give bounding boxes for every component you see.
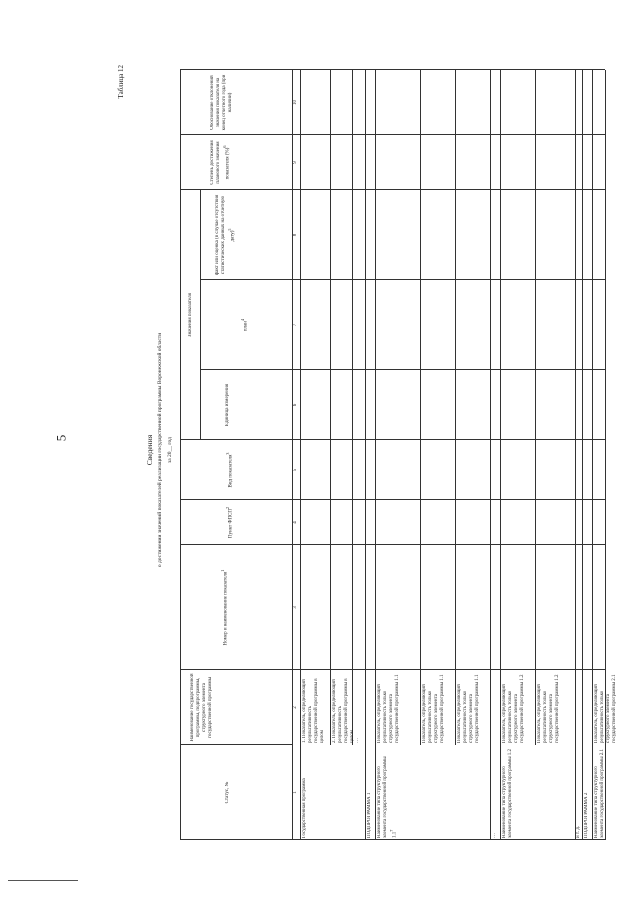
header-pravo: Пункт ФПСП$^2$	[225, 506, 234, 539]
col-sep	[200, 279, 605, 280]
header-unit: Единица измерения	[225, 383, 230, 427]
indicator-text: 1. Показатель, определяющий результативность государственной программы в целом	[302, 678, 325, 743]
col-sep	[180, 544, 605, 545]
row-sep	[352, 70, 353, 745]
table-border-right	[180, 69, 605, 70]
etc-label: и т. д.	[576, 825, 581, 838]
col-sep	[180, 134, 605, 135]
header-degree: Степень достижения планового значения показателя (%)$^6$	[210, 140, 231, 185]
document-title: Сведения	[145, 434, 154, 466]
subprogram-label: ПОДПРОГРАММА 2	[584, 792, 589, 838]
col-sep	[180, 439, 605, 440]
col-number: 4	[293, 521, 298, 524]
col-number: 6	[293, 403, 298, 407]
col-number: 2	[293, 706, 298, 709]
col-sep	[180, 499, 605, 500]
ellipsis: …	[492, 833, 497, 838]
status-gp: Государственная программа	[302, 778, 307, 838]
col-sep	[180, 189, 605, 190]
col-sep	[180, 669, 605, 670]
row-sep	[375, 70, 376, 840]
subprogram-label: ПОДПРОГРАММА 1	[367, 792, 372, 838]
row-sep	[490, 70, 491, 840]
indicator-text: Показатель, определяющий результативность только структурного элемента государственной программы 2.1	[594, 674, 617, 743]
row-sep	[330, 70, 331, 745]
col-number: 7	[293, 323, 298, 327]
table-border-top	[180, 70, 181, 840]
col-number: 5	[293, 468, 298, 472]
row-sep	[455, 70, 456, 745]
element-name: Наименование типа структурного элемента государственной программы $1.1^7$	[377, 756, 398, 838]
indicator-text: Показатель, определяющий результативность только структурного элемента государственной программы 1.2	[502, 674, 525, 743]
indicators-table	[180, 70, 617, 840]
indicator-text: Показатель, определяющий результативность только структурного элемента государственной программы 1.1	[377, 674, 400, 743]
table-border-left	[180, 839, 605, 840]
row-sep	[535, 70, 536, 745]
page-number: 5	[53, 434, 69, 442]
row-sep	[592, 70, 593, 840]
values-header-sep	[200, 190, 201, 440]
table-number: Таблица 12	[117, 65, 125, 99]
header-name: Наименование государственной программы, подпрограммы, структурного элемента государственной программы	[190, 673, 213, 742]
header-status: Статус, №	[225, 781, 230, 804]
col-sep	[200, 369, 605, 370]
col-number: 10	[293, 100, 298, 105]
row-sep	[365, 70, 366, 840]
row-sep	[582, 70, 583, 840]
col-number: 1	[293, 791, 298, 794]
report-period: за 20__ год	[167, 437, 173, 463]
element-name: Наименование типа структурного элемента государственной программы 2.1	[594, 748, 605, 838]
header-fact: факт или оценка (в случае отсутствия статистических данных на отчетную дату)$^5$	[215, 194, 236, 276]
indicator-text: 2. Показатель, определяющий результативность государственной программы в целом	[332, 678, 355, 743]
element-name: Наименование типа структурного элемента государственной программы 1.2	[502, 748, 513, 838]
header-plan: план$^4$	[240, 318, 249, 332]
row-sep	[500, 70, 501, 840]
indicator-text: Показатель, определяющий результативность только структурного элемента государственной программы 1.1	[422, 674, 445, 743]
indicator-text: Показатель, определяющий результативность только структурного элемента государственной программы 1.2	[537, 674, 560, 743]
col-number: 9	[293, 161, 298, 164]
indicator-text: Показатель, определяющий результативность только структурного элемента государственной программы 1.1	[457, 674, 480, 743]
row-sep	[420, 70, 421, 745]
footnote-divider	[8, 880, 78, 881]
col-number: 3	[293, 606, 298, 609]
numbers-row-bottom	[300, 70, 301, 840]
header-indicator: Номер и наименование показателя$^1$	[220, 569, 229, 646]
rotated-page	[115, 55, 615, 845]
col-number: 8	[293, 233, 298, 237]
col-sep	[180, 744, 292, 745]
document-subtitle: о достижении значений показателей реализации государственной программы Воронежской области	[157, 332, 163, 568]
ellipsis: …	[355, 738, 360, 743]
header-vid: Вид показателя$^3$	[225, 452, 234, 488]
header-reason: Обоснование отклонений значения показателя на конец отчетного года (при наличии)	[210, 74, 233, 131]
header-values: Значения показателя	[188, 293, 193, 337]
